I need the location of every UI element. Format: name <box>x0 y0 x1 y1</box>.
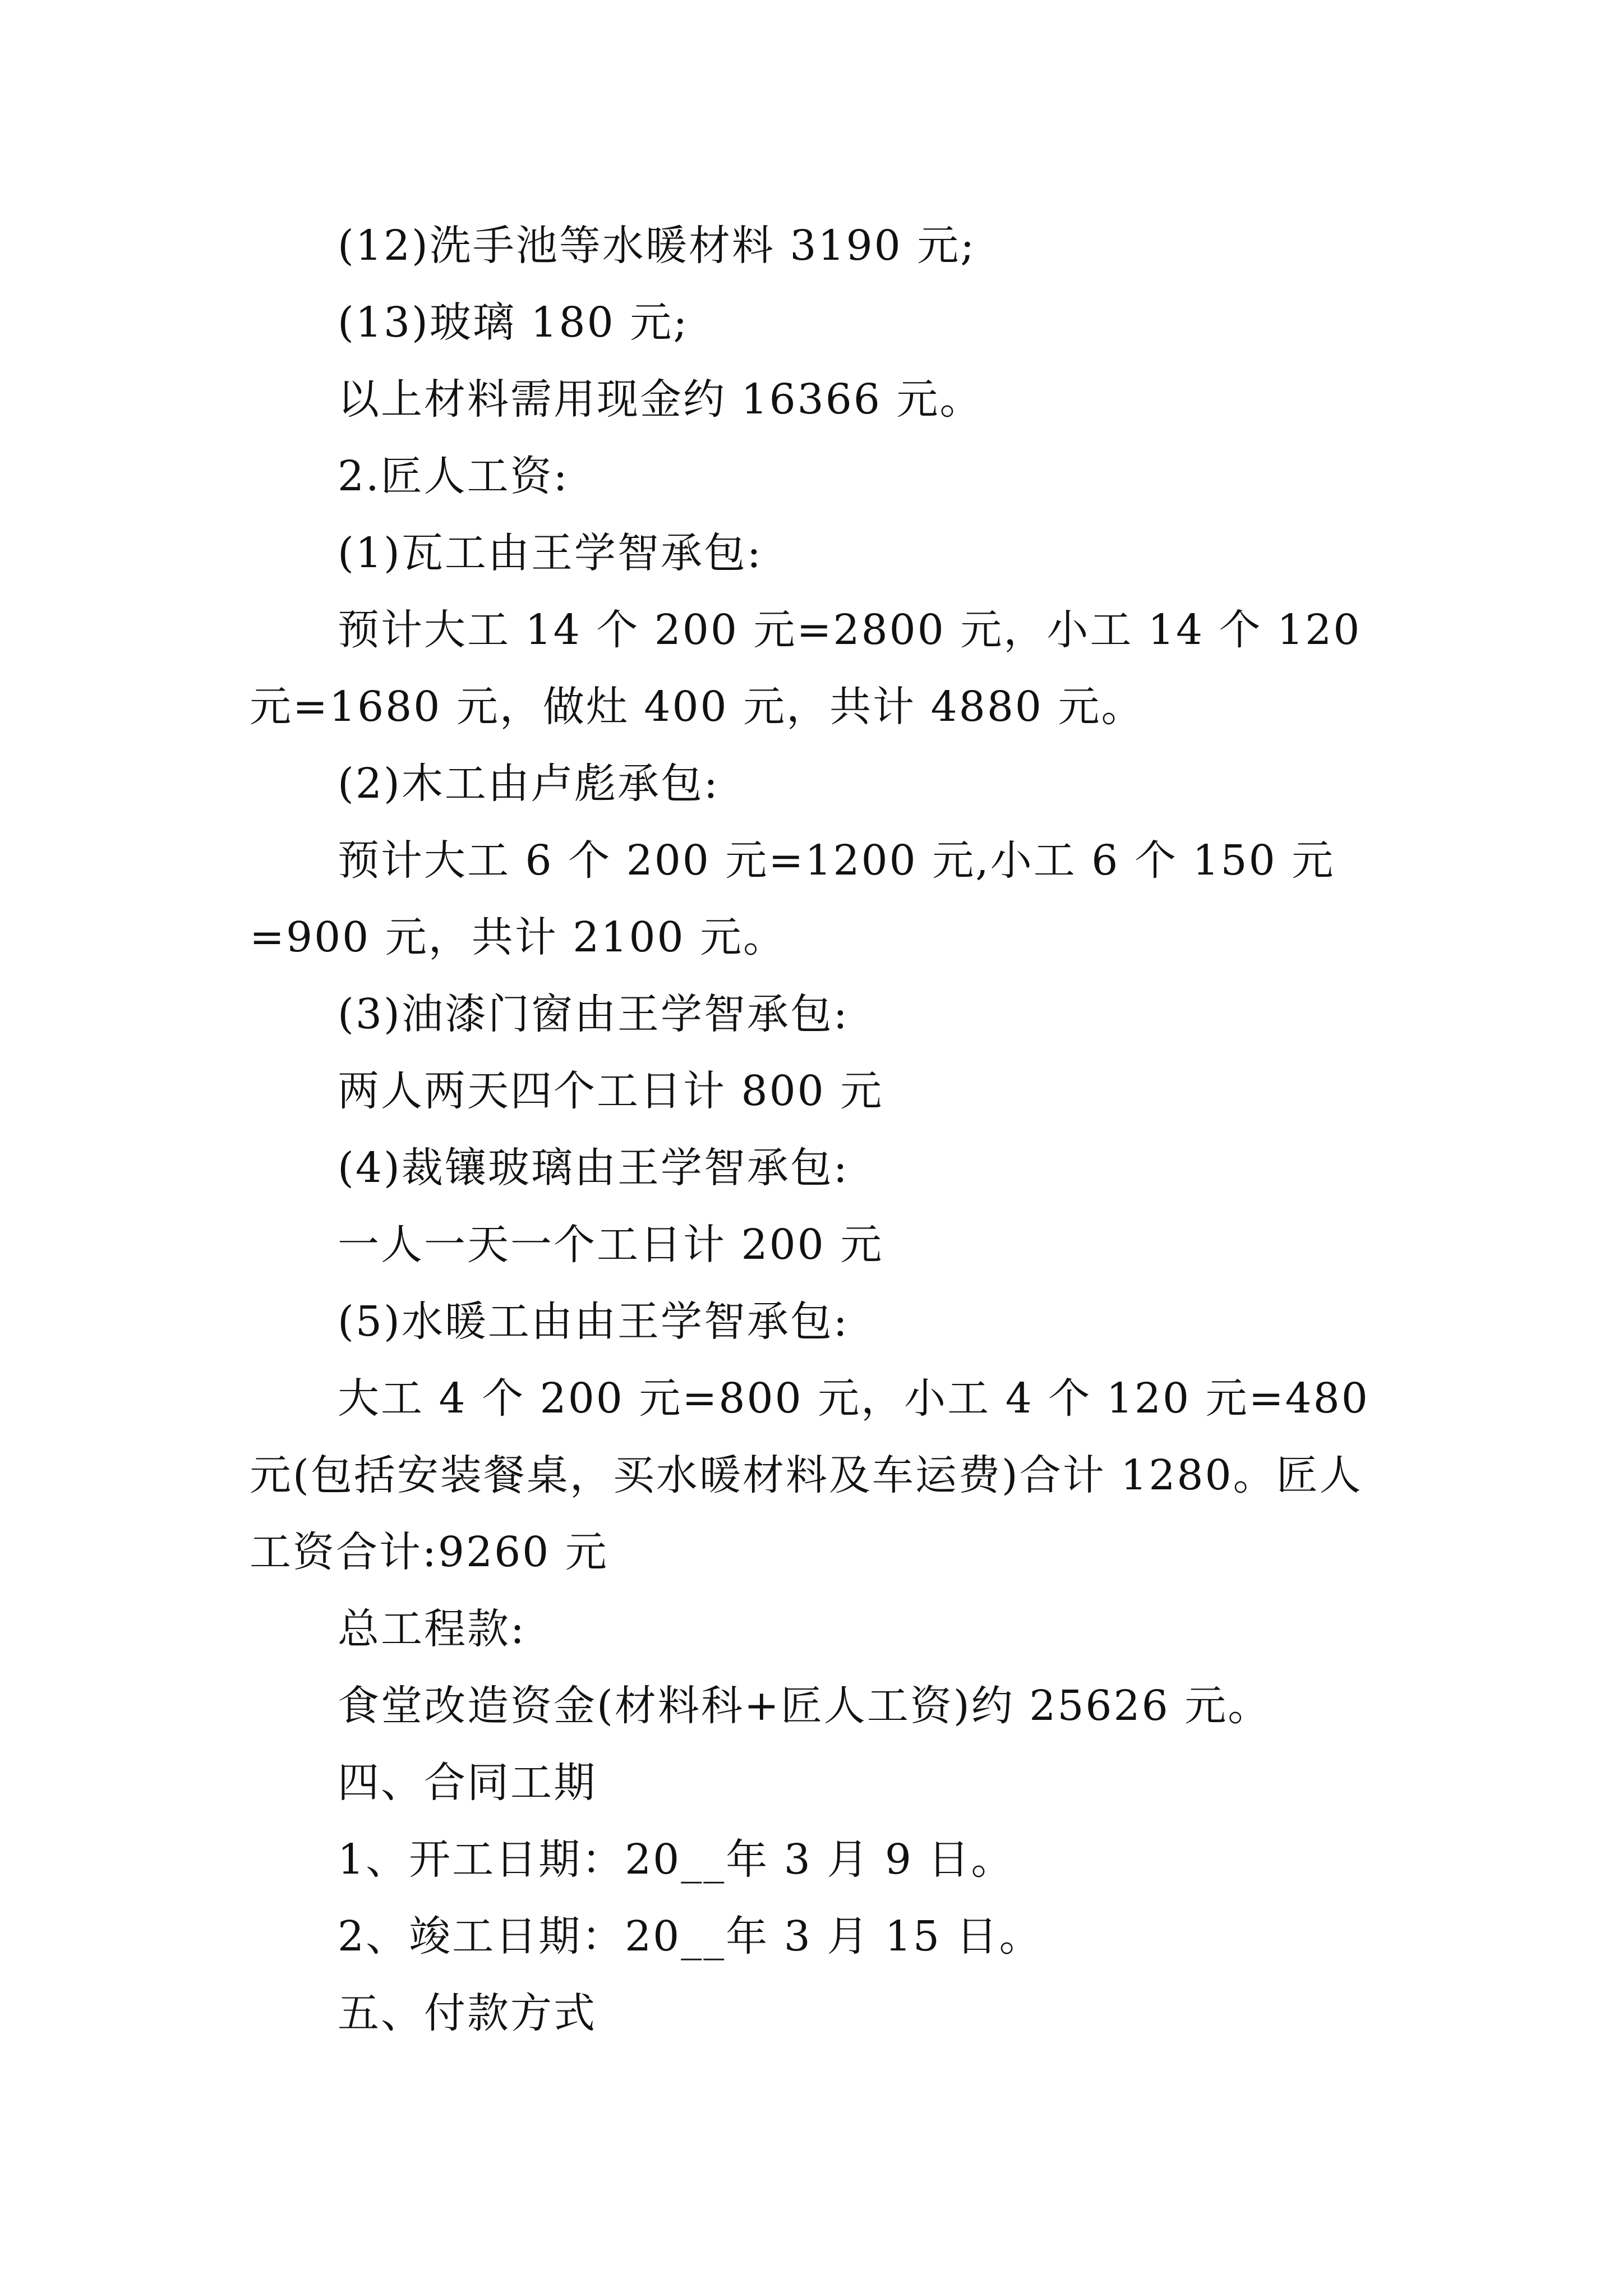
heading-total-project: 总工程款: <box>338 1605 526 1653</box>
paragraph-masonry-cost: 预计大工 14 个 200 元=2800 元，小工 14 个 120 元=1680 元，做灶 400 元，共计 4880 元。 <box>250 606 1376 731</box>
paragraph-material-12: (12)洗手池等水暖材料 3190 元; <box>338 222 976 270</box>
paragraph-material-total: 以上材料需用现金约 16366 元。 <box>338 375 983 424</box>
heading-masonry: (1)瓦工由王学智承包: <box>338 529 763 577</box>
heading-plumbing: (5)水暖工由由王学智承包: <box>338 1297 849 1346</box>
paragraph-end-date: 2、竣工日期：20__年 3 月 15 日。 <box>338 1912 1043 1961</box>
paragraph-painting-cost: 两人两天四个工日计 800 元 <box>338 1067 884 1115</box>
paragraph-glazing-cost: 一人一天一个工日计 200 元 <box>338 1221 884 1269</box>
section-heading-schedule: 四、合同工期 <box>338 1759 597 1807</box>
heading-painting: (3)油漆门窗由王学智承包: <box>338 990 849 1038</box>
section-heading-payment: 五、付款方式 <box>338 1989 597 2037</box>
heading-glazing: (4)裁镶玻璃由王学智承包: <box>338 1144 849 1192</box>
paragraph-plumbing-cost: 大工 4 个 200 元=800 元，小工 4 个 120 元=480 元(包括安装餐桌，买水暖材料及车运费)合计 1280。匠人工资合计:9260 元 <box>250 1374 1385 1576</box>
paragraph-total-cost: 食堂改造资金(材料科+匠人工资)约 25626 元。 <box>338 1682 1271 1730</box>
paragraph-carpentry-cost: 预计大工 6 个 200 元=1200 元,小工 6 个 150 元=900 元，共计 2100 元。 <box>250 836 1335 961</box>
document-body <box>250 208 1405 2052</box>
heading-carpentry: (2)木工由卢彪承包: <box>338 760 720 808</box>
paragraph-material-13: (13)玻璃 180 元; <box>338 298 689 347</box>
heading-labor-wages: 2.匠人工资: <box>338 452 569 500</box>
paragraph-start-date: 1、开工日期：20__年 3 月 9 日。 <box>338 1835 1015 1884</box>
